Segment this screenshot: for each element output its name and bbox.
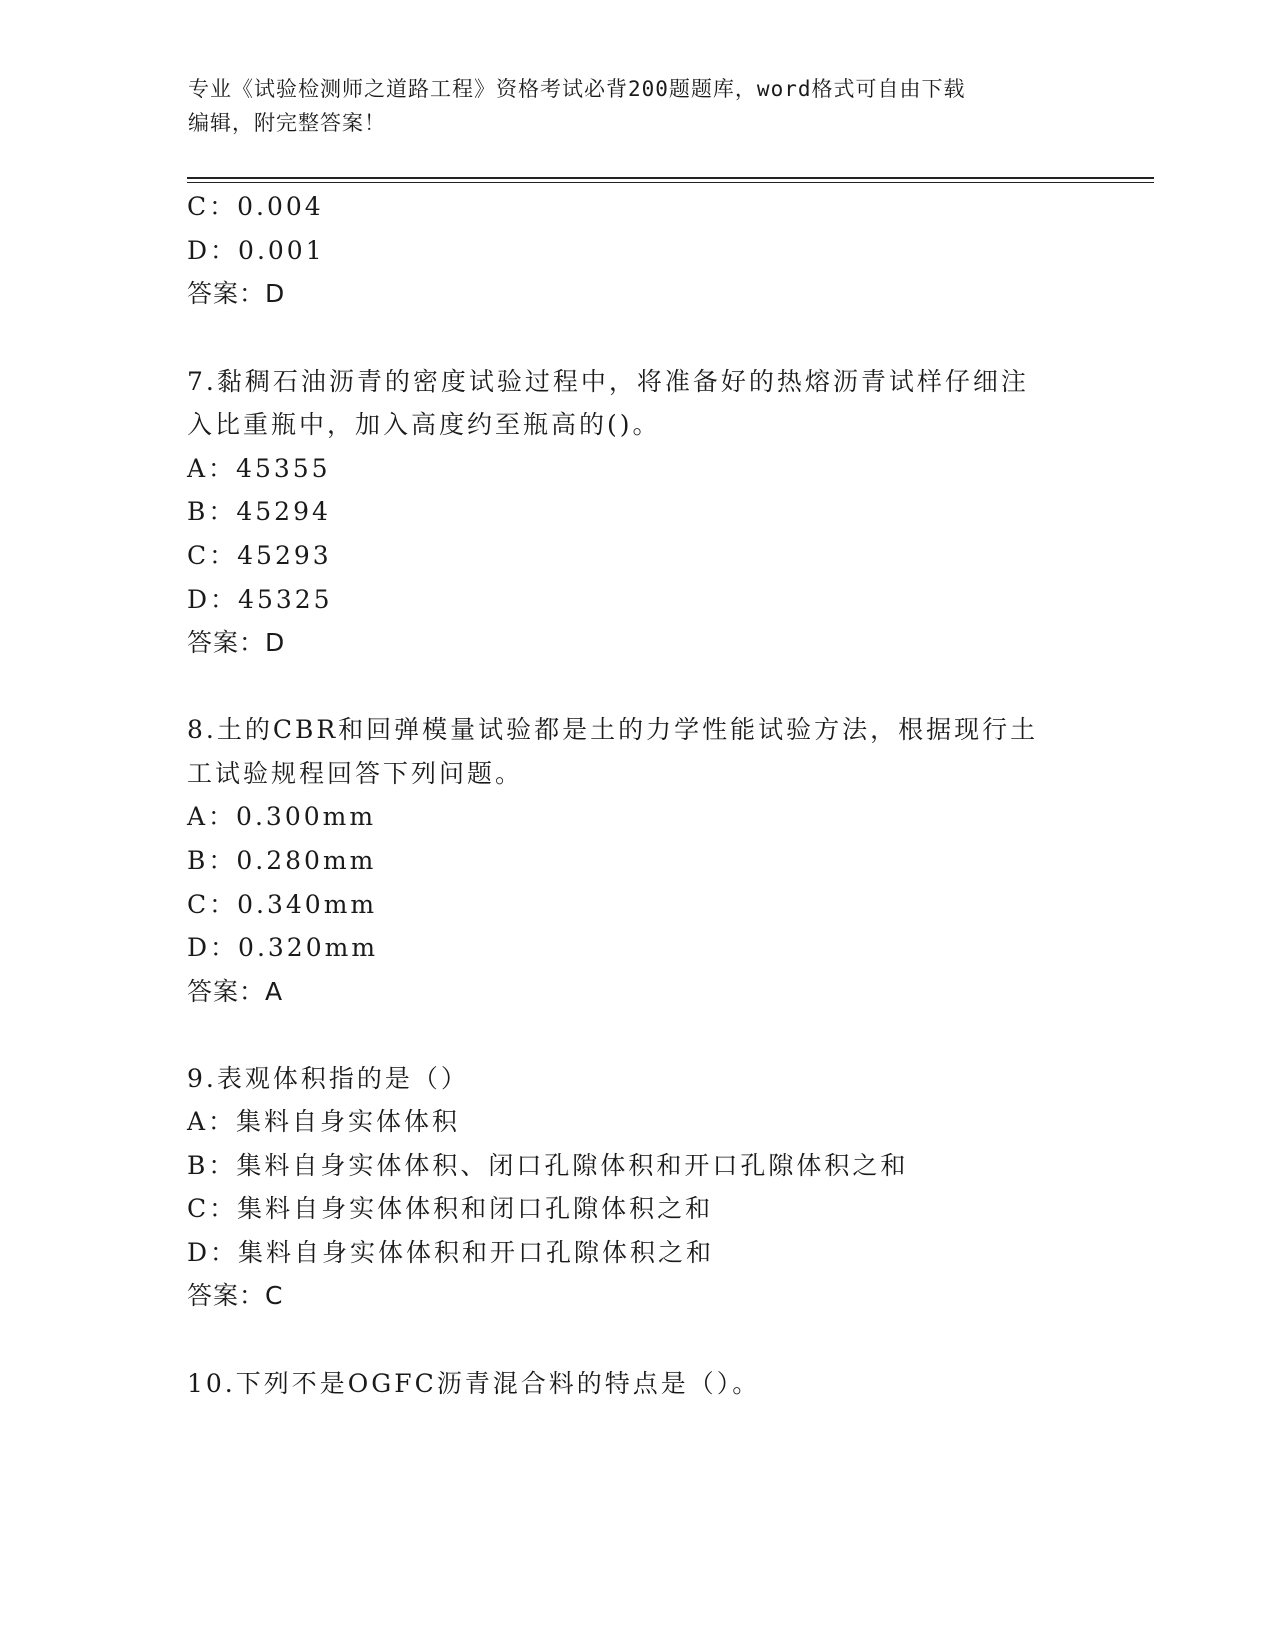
q7-option-c: C：45293 — [187, 541, 332, 570]
q6-answer: 答案：D — [187, 279, 286, 308]
q7-stem-line-1: 7.黏稠石油沥青的密度试验过程中，将准备好的热熔沥青试样仔细注 — [187, 367, 1029, 396]
q8-option-c: C：0.340mm — [187, 890, 378, 919]
header-divider-thin — [187, 182, 1154, 183]
q8-option-d: D：0.320mm — [187, 933, 379, 962]
q7-option-a: A：45355 — [187, 454, 331, 483]
q7-option-b: B：45294 — [187, 497, 331, 526]
q9-stem-line-1: 9.表观体积指的是（） — [187, 1064, 469, 1093]
q8-stem-line-2: 工试验规程回答下列问题。 — [187, 759, 524, 788]
header-line-2: 编辑，附完整答案！ — [188, 111, 386, 135]
document-header — [188, 72, 1088, 140]
header-divider — [187, 177, 1154, 179]
q6-option-c: C：0.004 — [187, 192, 324, 221]
header-line-1: 专业《试验检测师之道路工程》资格考试必背200题题库，word格式可自由下载 — [188, 77, 966, 101]
q8-option-b: B：0.280mm — [187, 846, 377, 875]
q8-answer: 答案：A — [187, 977, 284, 1006]
q9-option-c: C：集料自身实体体积和闭口孔隙体积之和 — [187, 1194, 714, 1223]
q9-option-a: A：集料自身实体体积 — [187, 1107, 461, 1136]
q6-option-d: D：0.001 — [187, 236, 325, 265]
q10-stem-line-1: 10.下列不是OGFC沥青混合料的特点是（）。 — [187, 1369, 761, 1398]
q8-option-a: A：0.300mm — [187, 802, 377, 831]
q9-option-d: D：集料自身实体体积和开口孔隙体积之和 — [187, 1238, 715, 1267]
q7-answer: 答案：D — [187, 628, 286, 657]
q7-option-d: D：45325 — [187, 585, 333, 614]
q8-stem-line-1: 8.土的CBR和回弹模量试验都是土的力学性能试验方法，根据现行土 — [187, 715, 1039, 744]
q9-option-b: B：集料自身实体体积、闭口孔隙体积和开口孔隙体积之和 — [187, 1151, 909, 1180]
q9-answer: 答案：C — [187, 1281, 284, 1310]
q7-stem-line-2: 入比重瓶中，加入高度约至瓶高的()。 — [187, 410, 661, 439]
